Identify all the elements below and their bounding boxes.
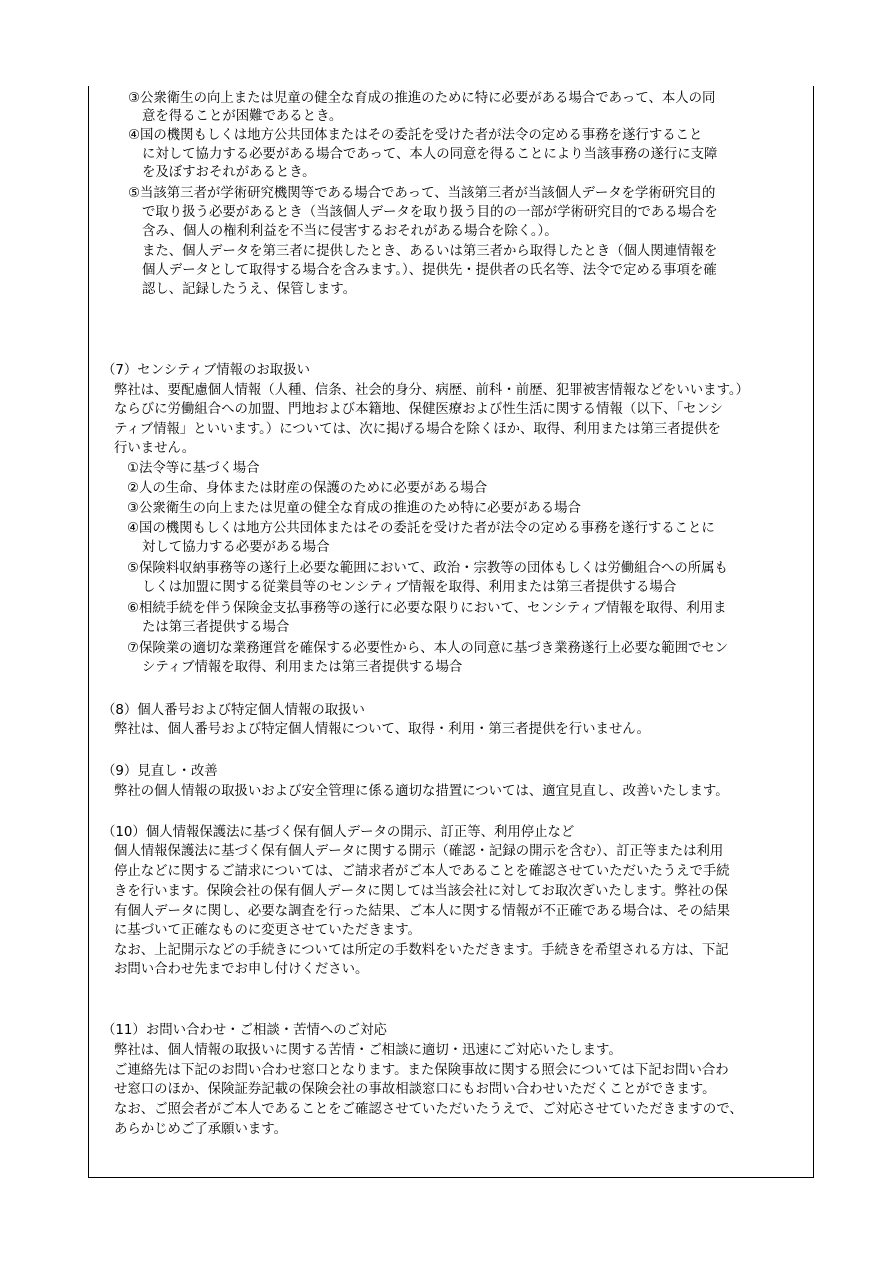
section-heading: （9）見直し・改善 bbox=[102, 764, 218, 779]
text-line: きを行います。保険会社の保有個人データに関しては当該会社に対してお取次ぎいたします。弊社の保 bbox=[114, 884, 728, 899]
text-line: に対して協力する必要がある場合であって、本人の同意を得ることにより当該事務の遂行に支障 bbox=[142, 147, 718, 162]
list-item: ④国の機関もしくは地方公共団体またはその委託を受けた者が法令の定める事務を遂行することに bbox=[127, 521, 715, 536]
text-line: 意を得ることが困難であるとき。 bbox=[142, 109, 343, 124]
text-line: しくは加盟に関する従業員等のセンシティブ情報を取得、利用または第三者提供する場合 bbox=[142, 580, 677, 595]
text-line: 対して協力する必要がある場合 bbox=[142, 540, 330, 555]
text-line: 弊社は、個人番号および特定個人情報について、取得・利用・第三者提供を行いません。 bbox=[114, 722, 650, 737]
text-line: なお、上記開示などの手続きについては所定の手数料をいただきます。手続きを希望される方は、下記 bbox=[114, 943, 729, 958]
text-line: 個人情報保護法に基づく保有個人データに関する開示（確認・記録の開示を含む）、訂正等または利用 bbox=[114, 844, 724, 859]
text-line: せ窓口のほか、保険証券記載の保険会社の事故相談窓口にもお問い合わせいただくことができます。 bbox=[114, 1082, 716, 1097]
list-item: ②人の生命、身体または財産の保護のために必要がある場合 bbox=[127, 481, 488, 496]
text-line: たは第三者提供する場合 bbox=[142, 620, 290, 635]
text-line: 含み、個人の権利利益を不当に侵害するおそれがある場合を除く。）。 bbox=[142, 224, 558, 239]
text-line: お問い合わせ先までお申し付けください。 bbox=[114, 962, 369, 977]
text-line: 認し、記録したうえ、保管します。 bbox=[142, 282, 356, 297]
text-line: ③公衆衛生の向上または児童の健全な育成の推進のために特に必要がある場合であって、本人の同 bbox=[128, 91, 716, 106]
text-line: ご連絡先は下記のお問い合わせ窓口となります。また保険事故に関する照会については下記お問い合わ bbox=[114, 1063, 729, 1078]
text-line: また、個人データを第三者に提供したとき、あるいは第三者から取得したとき（個人関連情報を bbox=[142, 244, 718, 259]
text-line: 停止などに関するご請求については、ご請求者がご本人であることを確認させていただいたうえで手続 bbox=[114, 864, 730, 879]
section-heading: （10）個人情報保護法に基づく保有個人データの開示、訂正等、利用停止など bbox=[102, 825, 575, 840]
text-line: で取り扱う必要があるとき（当該個人データを取り扱う目的の一部が学術研究目的である場合を bbox=[142, 205, 718, 220]
list-item: ③公衆衛生の向上または児童の健全な育成の推進のため特に必要がある場合 bbox=[127, 501, 581, 516]
text-line: 有個人データに関し、必要な調査を行った結果、ご本人に関する情報が不正確である場合は、その結果 bbox=[114, 904, 730, 919]
text-line: に基づいて正確なものに変更させていただきます。 bbox=[114, 923, 421, 938]
text-line: なお、ご照会者がご本人であることをご確認させていただいたうえで、ご対応させていただきますので、 bbox=[114, 1102, 743, 1117]
text-line: ティブ情報」といいます。）については、次に掲げる場合を除くほか、取得、利用または第三者提供を bbox=[114, 422, 721, 437]
list-item: ①法令等に基づく場合 bbox=[127, 461, 260, 476]
text-line: 個人データとして取得する場合を含みます。）、提供先・提供者の氏名等、法令で定める事項を確 bbox=[142, 263, 717, 278]
text-line: 弊社の個人情報の取扱いおよび安全管理に係る適切な措置については、適宜見直し、改善いたします。 bbox=[114, 784, 729, 799]
text-line: あらかじめご了承願います。 bbox=[114, 1122, 288, 1137]
list-item: ⑤保険料収納事務等の遂行上必要な範囲において、政治・宗教等の団体もしくは労働組合への所属も bbox=[127, 561, 728, 576]
text-line: 弊社は、要配慮個人情報（人種、信条、社会的身分、病歴、前科・前歴、犯罪被害情報などをいいます。） bbox=[114, 383, 749, 398]
section-heading: （8）個人番号および特定個人情報の取扱い bbox=[102, 703, 365, 718]
text-line: を及ぼすおそれがあるとき。 bbox=[142, 165, 316, 180]
text-line: ④国の機関もしくは地方公共団体またはその委託を受けた者が法令の定める事務を遂行すること bbox=[128, 128, 703, 143]
text-line: 行いません。 bbox=[114, 441, 196, 456]
text-line: ⑤当該第三者が学術研究機関等である場合であって、当該第三者が当該個人データを学術研究目的 bbox=[128, 186, 716, 201]
section-heading: （11）お問い合わせ・ご相談・苦情へのご対応 bbox=[102, 1023, 387, 1038]
text-line: 弊社は、個人情報の取扱いに関する苦情・ご相談に適切・迅速にご対応いたします。 bbox=[114, 1043, 622, 1058]
section-heading: （7）センシティブ情報のお取扱い bbox=[102, 363, 310, 378]
text-line: シティブ情報を取得、利用または第三者提供する場合 bbox=[142, 660, 463, 675]
list-item: ⑦保険業の適切な業務運営を確保する必要性から、本人の同意に基づき業務遂行上必要な範囲でセン bbox=[127, 641, 729, 656]
list-item: ⑥相続手続を伴う保険金支払事務等の遂行に必要な限りにおいて、センシティブ情報を取得、利用ま bbox=[127, 601, 727, 616]
text-line: ならびに労働組合への加盟、門地および本籍地、保健医療および性生活に関する情報（以下、「センシ bbox=[114, 402, 723, 417]
